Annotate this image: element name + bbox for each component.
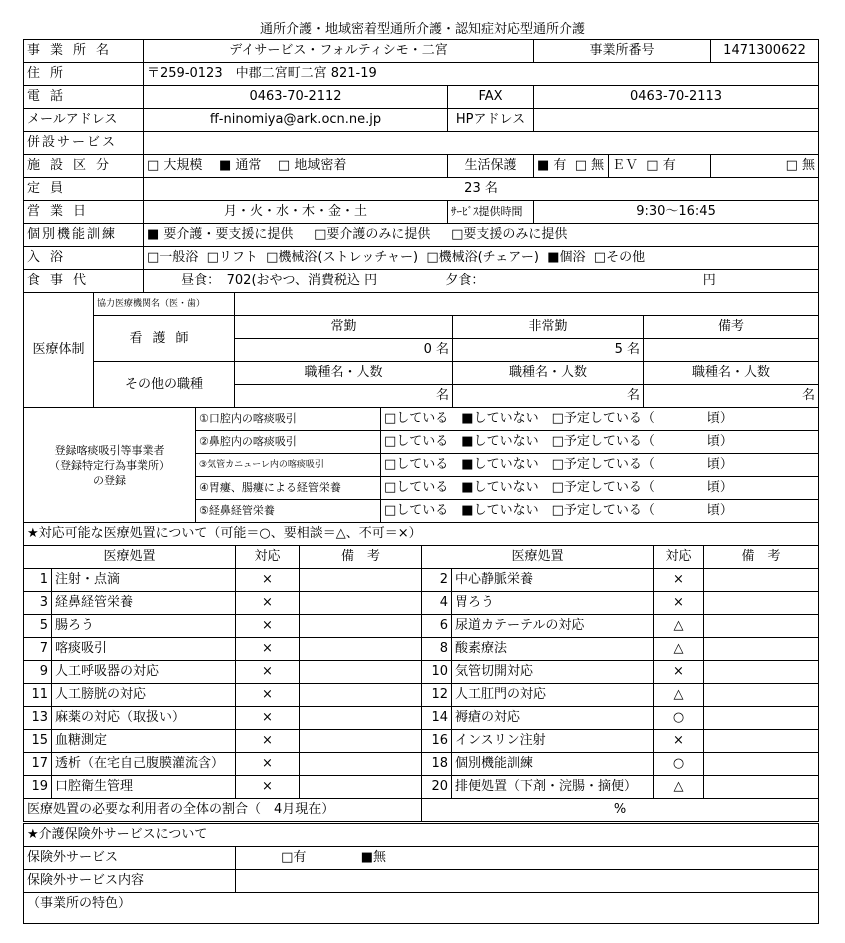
job-label-2: 職種名・人数 <box>453 362 644 385</box>
procedure-notes <box>300 638 422 661</box>
procedure-number: 13 <box>24 707 52 730</box>
insurance-yes-checkbox[interactable]: □有 <box>281 850 307 865</box>
procedure-name: 尿道カテーテルの対応 <box>452 615 654 638</box>
procedure-support: ○ <box>654 753 704 776</box>
ev-no-checkbox[interactable]: □ 無 <box>711 155 819 178</box>
procedure-number: 1 <box>24 569 52 592</box>
procedure-name: インスリン注射 <box>452 730 654 753</box>
procedure-name: 気管切開対応 <box>452 661 654 684</box>
ratio-unit: % <box>422 799 819 822</box>
procedure-notes <box>704 615 819 638</box>
coop-institution-label: 協力医療機関名（医・歯） <box>94 293 235 316</box>
procedure-name: 個別機能訓練 <box>452 753 654 776</box>
procedure-name: 胃ろう <box>452 592 654 615</box>
procedure-name: 人工呼吸器の対応 <box>52 661 236 684</box>
procedure-row <box>24 707 819 730</box>
insurance-content-label: 保険外サービス内容 <box>24 870 236 893</box>
procedure-notes <box>704 684 819 707</box>
suction-item-name: ①口腔内の喀痰吸引 <box>196 408 381 431</box>
procedure-support: × <box>654 661 704 684</box>
insurance-heading: ★介護保険外サービスについて <box>24 824 819 847</box>
welfare-label: 生活保護 <box>448 155 534 178</box>
procedure-name: 排便処置（下剤・浣腸・摘便） <box>452 776 654 799</box>
procedure-support: △ <box>654 776 704 799</box>
insurance-table <box>23 823 819 924</box>
procedure-name: 口腔衛生管理 <box>52 776 236 799</box>
suction-item-name: ⑤経鼻経管栄養 <box>196 500 381 523</box>
procedure-number: 9 <box>24 661 52 684</box>
procedure-support: × <box>654 592 704 615</box>
procedure-number: 5 <box>24 615 52 638</box>
procedure-support: × <box>236 730 300 753</box>
procedure-support: × <box>654 730 704 753</box>
procedure-name: 経鼻経管栄養 <box>52 592 236 615</box>
procedure-notes <box>300 730 422 753</box>
hp <box>534 109 819 132</box>
suction-item-status[interactable]: □している ■していない □予定している（ 頃） <box>381 477 819 500</box>
procedure-row <box>24 684 819 707</box>
procedure-number: 18 <box>422 753 452 776</box>
procedure-number: 14 <box>422 707 452 730</box>
procedure-row <box>24 638 819 661</box>
procedure-row <box>24 730 819 753</box>
procedure-notes <box>300 753 422 776</box>
facility-number: 1471300622 <box>711 40 819 63</box>
procedure-support: × <box>236 615 300 638</box>
procedure-notes <box>300 661 422 684</box>
annex <box>144 132 819 155</box>
procedure-number: 10 <box>422 661 452 684</box>
job-label-3: 職種名・人数 <box>644 362 819 385</box>
procedure-row <box>24 592 819 615</box>
procedure-number: 17 <box>24 753 52 776</box>
procedure-support: × <box>236 661 300 684</box>
bath-label: 入浴 <box>24 247 144 270</box>
procedure-number: 19 <box>24 776 52 799</box>
facility-number-label: 事業所番号 <box>534 40 711 63</box>
bath-individual-checkbox[interactable]: ■個浴 <box>547 250 586 265</box>
suction-label <box>24 408 196 523</box>
procedure-col-header: 医療処置 <box>422 546 654 569</box>
category-local-checkbox[interactable]: □ 地域密着 <box>277 158 347 173</box>
suction-item-status[interactable]: □している ■していない □予定している（ 頃） <box>381 454 819 477</box>
procedure-number: 4 <box>422 592 452 615</box>
training-support-only-checkbox[interactable]: □要支援のみに提供 <box>451 227 568 242</box>
suction-label-line-3: の登録 <box>93 473 126 487</box>
procedure-notes <box>300 592 422 615</box>
capacity-label: 定員 <box>24 178 144 201</box>
training-care-only-checkbox[interactable]: □要介護のみに提供 <box>314 227 431 242</box>
dinner-unit: 円 <box>702 273 716 288</box>
job-count-1: 名 <box>235 385 453 408</box>
procedure-number: 15 <box>24 730 52 753</box>
ratio-label: 医療処置の必要な利用者の全体の割合（ 4月現在） <box>24 799 422 822</box>
ev-yes-checkbox[interactable]: □ 有 <box>646 158 676 173</box>
bath-stretcher-checkbox[interactable]: □機械浴(ストレッチャー) <box>266 250 419 265</box>
insurance-service-label: 保険外サービス <box>24 847 236 870</box>
procedure-name: 人工膀胱の対応 <box>52 684 236 707</box>
ev-label: ＥＶ <box>612 158 639 173</box>
procedure-notes <box>300 569 422 592</box>
notes-col-header: 備 考 <box>704 546 819 569</box>
notes-col-header: 備 考 <box>300 546 422 569</box>
hours-label: ｻｰﾋﾞｽ提供時間 <box>448 201 534 224</box>
category-normal-checkbox[interactable]: ■ 通常 <box>218 158 262 173</box>
suction-label-line-1: 登録喀痰吸引等事業者 <box>54 443 165 457</box>
bath-general-checkbox[interactable]: □一般浴 <box>147 250 199 265</box>
tel: 0463-70-2112 <box>144 86 448 109</box>
procedure-notes <box>704 569 819 592</box>
procedure-name: 腸ろう <box>52 615 236 638</box>
part-time-count: 5 名 <box>453 339 644 362</box>
procedure-col-header: 医療処置 <box>24 546 236 569</box>
page-title: 通所介護・地域密着型通所介護・認知症対応型通所介護 <box>259 22 585 37</box>
job-count-3: 名 <box>644 385 819 408</box>
suction-item-status[interactable]: □している ■していない □予定している（ 頃） <box>381 431 819 454</box>
facility-name-label: 事業所名 <box>24 40 144 63</box>
procedure-notes <box>704 776 819 799</box>
procedure-name: 酸素療法 <box>452 638 654 661</box>
welfare-yes-checkbox[interactable]: ■ 有 <box>537 158 567 173</box>
full-time-count: 0 名 <box>235 339 453 362</box>
facility-table <box>23 39 819 293</box>
procedure-number: 7 <box>24 638 52 661</box>
facility-name: デイサービス・フォルティシモ・二宮 <box>144 40 534 63</box>
procedure-notes <box>704 753 819 776</box>
procedure-name: 喀痰吸引 <box>52 638 236 661</box>
procedure-notes <box>300 684 422 707</box>
procedure-notes <box>704 638 819 661</box>
procedure-support: △ <box>654 684 704 707</box>
training-label: 個別機能訓練 <box>24 224 144 247</box>
procedure-number: 16 <box>422 730 452 753</box>
procedure-support: × <box>236 776 300 799</box>
procedure-support: △ <box>654 638 704 661</box>
category-large-checkbox[interactable]: □ 大規模 <box>147 158 203 173</box>
procedure-support: △ <box>654 615 704 638</box>
meal-cell <box>144 270 819 293</box>
training-both-checkbox[interactable]: ■ 要介護・要支援に提供 <box>147 227 294 242</box>
procedure-notes <box>704 592 819 615</box>
meal-label: 食事代 <box>24 270 144 293</box>
suction-label-line-2: （登録特定行為事業所） <box>49 458 170 472</box>
procedure-notes <box>704 707 819 730</box>
procedure-notes <box>300 707 422 730</box>
support-col-header: 対応 <box>236 546 300 569</box>
annex-label: 併設サービス <box>24 132 144 155</box>
procedure-number: 8 <box>422 638 452 661</box>
full-time-label: 常勤 <box>235 316 453 339</box>
procedure-number: 2 <box>422 569 452 592</box>
welfare-options <box>534 155 609 178</box>
procedure-row <box>24 569 819 592</box>
capacity: 23 名 <box>144 178 819 201</box>
procedure-number: 11 <box>24 684 52 707</box>
procedure-name: 麻薬の対応（取扱い） <box>52 707 236 730</box>
suction-table <box>23 407 819 523</box>
procedure-name: 血糖測定 <box>52 730 236 753</box>
procedure-support: × <box>236 753 300 776</box>
ev-cell <box>609 155 711 178</box>
procedure-support: × <box>236 592 300 615</box>
procedure-notes <box>704 661 819 684</box>
address: 〒259-0123 中郡二宮町二宮 821-19 <box>144 63 819 86</box>
days-label: 営業日 <box>24 201 144 224</box>
procedure-name: 注射・点滴 <box>52 569 236 592</box>
nurse-label: 看護師 <box>94 316 235 362</box>
procedure-support: × <box>236 569 300 592</box>
procedure-support: × <box>654 569 704 592</box>
medical-system-table <box>23 292 819 408</box>
features-label: （事業所の特色） <box>24 893 819 924</box>
email-label: メールアドレス <box>24 109 144 132</box>
lunch: 昼食： 702(おやつ、消費税込 円 <box>181 273 378 288</box>
fax: 0463-70-2113 <box>534 86 819 109</box>
procedure-number: 6 <box>422 615 452 638</box>
other-staff-label: その他の職種 <box>94 362 235 408</box>
procedure-notes <box>300 776 422 799</box>
procedure-notes <box>704 730 819 753</box>
job-count-2: 名 <box>453 385 644 408</box>
procedure-name: 人工肛門の対応 <box>452 684 654 707</box>
insurance-no-checkbox[interactable]: ■無 <box>360 850 387 865</box>
suction-item-status[interactable]: □している ■していない □予定している（ 頃） <box>381 408 819 431</box>
suction-item-name: ④胃瘻、腸瘻による経管栄養 <box>196 477 381 500</box>
category-options <box>144 155 448 178</box>
hours: 9:30～16:45 <box>534 201 819 224</box>
dinner: 夕食： <box>445 273 485 288</box>
procedure-number: 12 <box>422 684 452 707</box>
nurse-notes <box>644 339 819 362</box>
procedure-notes <box>300 615 422 638</box>
coop-institution <box>235 293 819 316</box>
insurance-service-options <box>236 847 819 870</box>
job-label-1: 職種名・人数 <box>235 362 453 385</box>
days: 月・火・水・木・金・土 <box>144 201 448 224</box>
procedure-name: 中心静脈栄養 <box>452 569 654 592</box>
procedure-row <box>24 753 819 776</box>
insurance-content <box>236 870 819 893</box>
training-options <box>144 224 819 247</box>
bath-chair-checkbox[interactable]: □機械浴(チェアー) <box>426 250 539 265</box>
part-time-label: 非常勤 <box>453 316 644 339</box>
suction-item-name: ②鼻腔内の喀痰吸引 <box>196 431 381 454</box>
hp-label: HPアドレス <box>448 109 534 132</box>
procedure-number: 3 <box>24 592 52 615</box>
procedure-name: 透析（在宅自己腹膜灌流含） <box>52 753 236 776</box>
procedure-support: × <box>236 707 300 730</box>
address-label: 住所 <box>24 63 144 86</box>
medical-system-label: 医療体制 <box>24 293 94 408</box>
procedure-row <box>24 776 819 799</box>
procedures-table <box>23 522 819 822</box>
procedure-support: × <box>236 684 300 707</box>
welfare-no-checkbox[interactable]: □ 無 <box>574 158 605 173</box>
notes-label: 備考 <box>644 316 819 339</box>
support-col-header: 対応 <box>654 546 704 569</box>
category-label: 施設区分 <box>24 155 144 178</box>
procedure-row <box>24 615 819 638</box>
procedures-heading: ★対応可能な医療処置について（可能＝○、要相談＝△、不可＝×） <box>24 523 819 546</box>
bath-options <box>144 247 819 270</box>
bath-other-checkbox[interactable]: □その他 <box>593 250 646 265</box>
fax-label: FAX <box>448 86 534 109</box>
procedure-support: × <box>236 638 300 661</box>
bath-lift-checkbox[interactable]: □リフト <box>206 250 258 265</box>
procedure-number: 20 <box>422 776 452 799</box>
email: ff-ninomiya@ark.ocn.ne.jp <box>144 109 448 132</box>
suction-item-status[interactable]: □している ■していない □予定している（ 頃） <box>381 500 819 523</box>
tel-label: 電話 <box>24 86 144 109</box>
procedure-support: ○ <box>654 707 704 730</box>
procedure-row <box>24 661 819 684</box>
suction-item-name: ③気管カニューレ内の喀痰吸引 <box>196 454 381 477</box>
procedure-name: 褥瘡の対応 <box>452 707 654 730</box>
